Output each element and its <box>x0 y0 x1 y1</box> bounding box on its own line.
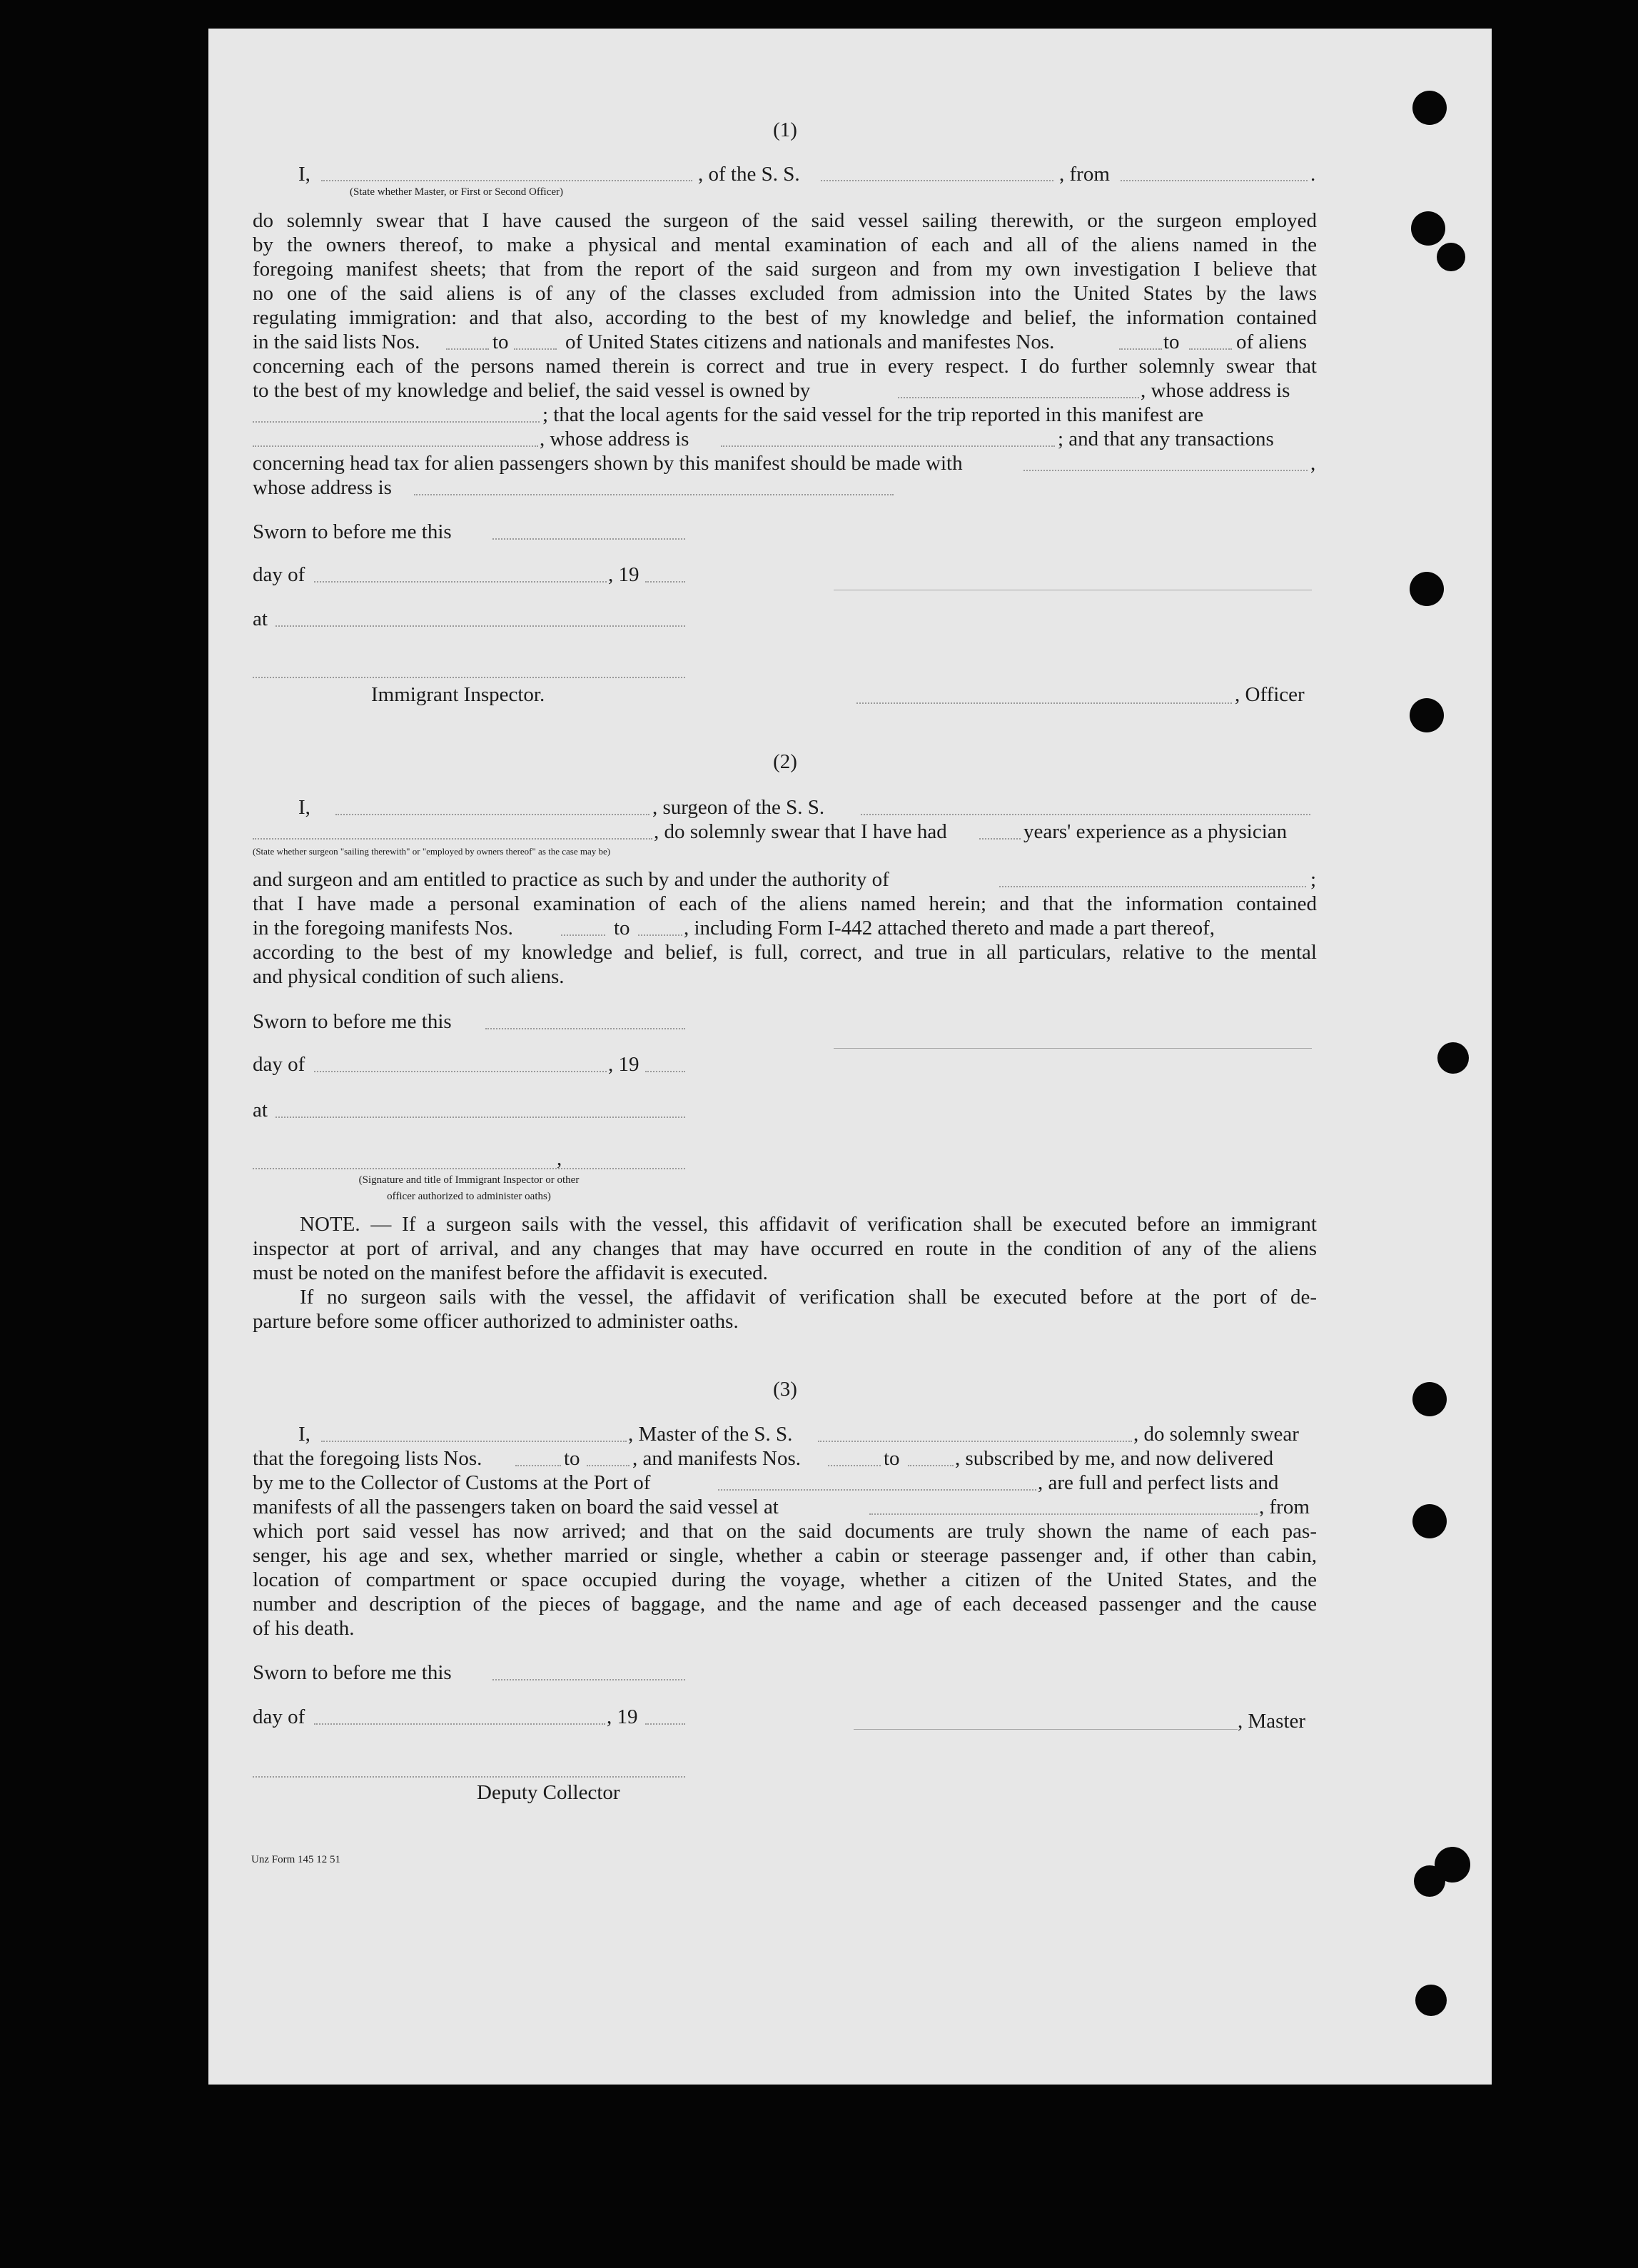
binder-hole <box>1414 1865 1445 1897</box>
s2-month-field[interactable] <box>314 1071 607 1072</box>
s1-paragraph-line: foregoing manifest sheets; that from the report of the said surgeon and from my own investigation I believe that <box>253 258 1317 281</box>
s3-port-field[interactable] <box>718 1489 1036 1491</box>
s1-paragraph-line: do solemnly swear that I have caused the surgeon of the said vessel sailing therewith, or the surgeon employed <box>253 209 1317 232</box>
oath-1-period: . <box>1310 163 1316 186</box>
s1-paragraph-line: by the owners thereof, to make a physical and mental examination of each and all of the aliens named in the <box>253 233 1317 256</box>
oath-2-ss-label: , surgeon of the S. S. <box>652 796 825 819</box>
head-tax-field[interactable] <box>1023 470 1308 471</box>
s2-paragraph-line: that I have made a personal examination of each of the aliens named herein; and that the information contained <box>253 892 1317 915</box>
s3-sworn-day-field[interactable] <box>492 1679 685 1680</box>
s1-agent-address-label: , whose address is <box>540 428 689 450</box>
oath-1-from-label: , from <box>1059 163 1110 186</box>
s3-manifests-from-field[interactable] <box>828 1465 881 1466</box>
s3-embark-port-field[interactable] <box>869 1513 1258 1515</box>
s2-sworn-day-field[interactable] <box>485 1028 685 1029</box>
s3-month-field[interactable] <box>314 1723 605 1725</box>
s2-authority-label: and surgeon and am entitled to practice as such by and under the authority of <box>253 868 889 891</box>
oath-1-i: I, <box>298 163 310 186</box>
s1-month-field[interactable] <box>314 581 607 583</box>
s3-paragraph-last: of his death. <box>253 1617 355 1640</box>
lists-from-field[interactable] <box>446 348 489 350</box>
binder-hole <box>1411 211 1445 246</box>
s1-year-field[interactable] <box>645 581 685 583</box>
form-number: Unz Form 145 12 51 <box>251 1854 340 1865</box>
s1-inspector-label: Immigrant Inspector. <box>371 683 545 706</box>
s3-paragraph-line: which port said vessel has now arrived; and that on the said documents are truly shown the name of each pas- <box>253 1520 1317 1543</box>
s3-deputy-label: Deputy Collector <box>477 1781 620 1804</box>
s2-note-line: inspector at port of arrival, and any changes that may have occurred en route in the condition of any of the aliens <box>253 1237 1317 1260</box>
s3-from-label: , from <box>1259 1496 1310 1518</box>
surgeon-note: (State whether surgeon "sailing therewith" or "employed by owners thereof" as the case may be) <box>253 846 611 857</box>
s2-form-label: , including Form I-442 attached thereto and made a part thereof, <box>684 917 1215 939</box>
oath-2-physician-label: years' experience as a physician <box>1023 820 1288 843</box>
s1-owned-label: to the best of my knowledge and belief, the said vessel is owned by <box>253 379 811 402</box>
s1-head-tax-label: concerning head tax for alien passengers shown by this manifest should be made with <box>253 452 963 475</box>
surgeon-name-field[interactable] <box>335 814 649 815</box>
s2-paragraph-last: and physical condition of such aliens. <box>253 965 565 988</box>
section-2-number: (2) <box>773 750 797 773</box>
s3-year-label: , 19 <box>607 1705 638 1728</box>
vessel-name-field[interactable] <box>821 180 1053 181</box>
s2-signature-note-2: officer authorized to administer oaths) <box>387 1191 551 1202</box>
from-port-field[interactable] <box>1121 180 1308 181</box>
agent-address-field[interactable] <box>721 445 1055 447</box>
s1-manifests-label: of United States citizens and nationals and manifestes Nos. <box>565 331 1055 353</box>
s2-at-field[interactable] <box>275 1117 685 1118</box>
officer-note: (State whether Master, or First or Second Officer) <box>350 186 564 198</box>
s1-sworn-day-field[interactable] <box>492 538 685 540</box>
s2-manifests-to-field[interactable] <box>638 934 682 936</box>
manifests-from-field[interactable] <box>1119 348 1162 350</box>
s1-year-label: , 19 <box>608 563 639 586</box>
s1-owner-address-label: , whose address is <box>1141 379 1290 402</box>
s1-officer-label: , Officer <box>1235 683 1305 706</box>
binder-hole <box>1412 1504 1447 1538</box>
s2-semicolon: ; <box>1310 868 1317 891</box>
s3-lists-from-field[interactable] <box>515 1465 561 1466</box>
s1-transactions-label: ; and that any transactions <box>1058 428 1274 450</box>
owner-address-field[interactable] <box>253 421 540 423</box>
manifests-to-field[interactable] <box>1189 348 1232 350</box>
s1-paragraph-line: no one of the said aliens is of any of the classes excluded from admission into the United States by the laws <box>253 282 1317 305</box>
master-name-field[interactable] <box>321 1441 627 1442</box>
s3-lists-complete-label: , are full and perfect lists and <box>1038 1471 1279 1494</box>
s2-vessel-field[interactable] <box>861 814 1310 815</box>
s1-paragraph-line: regulating immigration: and that also, according to the best of my knowledge and belief, the information contained <box>253 306 1317 329</box>
binder-hole <box>1415 1985 1447 2016</box>
s1-paragraph-line: concerning each of the persons named therein is correct and true in every respect. I do further solemnly swear that <box>253 355 1317 378</box>
s3-year-field[interactable] <box>645 1723 685 1725</box>
s3-master-signature-line[interactable] <box>854 1729 1238 1730</box>
oath-3-ss-label: , Master of the S. S. <box>628 1423 793 1446</box>
oath-3-swear-label: , do solemnly swear <box>1133 1423 1299 1446</box>
s3-paragraph-line: number and description of the pieces of baggage, and the name and age of each deceased passenger and the cause <box>253 1593 1317 1616</box>
s2-signature-note-1: (Signature and title of Immigrant Inspector or other <box>358 1174 580 1186</box>
s2-inspector-signature-line[interactable] <box>253 1168 685 1169</box>
s1-inspector-signature-line[interactable] <box>253 677 685 678</box>
oath-1-ss-label: , of the S. S. <box>698 163 800 186</box>
s2-year-field[interactable] <box>645 1071 685 1072</box>
head-tax-address-field[interactable] <box>414 494 894 495</box>
s3-port-label: by me to the Collector of Customs at the Port of <box>253 1471 651 1494</box>
s2-day-of-label: day of <box>253 1053 305 1076</box>
s3-master-label: , Master <box>1238 1710 1306 1733</box>
surgeon-status-field[interactable] <box>253 838 652 840</box>
s2-signature-comma: , <box>557 1147 562 1170</box>
binder-hole <box>1410 572 1444 606</box>
s3-sworn-label: Sworn to before me this <box>253 1661 452 1684</box>
oath-3-i: I, <box>298 1423 310 1446</box>
s3-lists-to-field[interactable] <box>587 1465 630 1466</box>
binder-hole <box>1412 91 1447 125</box>
oath-2-experience-label: , do solemnly swear that I have had <box>654 820 947 843</box>
s3-lists-label: that the foregoing lists Nos. <box>253 1447 482 1470</box>
s1-comma: , <box>1310 452 1316 475</box>
s2-year-label: , 19 <box>608 1053 639 1076</box>
s3-day-of-label: day of <box>253 1705 305 1728</box>
s1-day-of-label: day of <box>253 563 305 586</box>
s3-taken-on-label: manifests of all the passengers taken on board the said vessel at <box>253 1496 779 1518</box>
s2-manifests-from-field[interactable] <box>561 934 605 936</box>
s2-paragraph-line: according to the best of my knowledge and belief, is full, correct, and true in all particulars, relative to the mental <box>253 941 1317 964</box>
s2-manifests-label: in the foregoing manifests Nos. <box>253 917 513 939</box>
s3-manifests-label: , and manifests Nos. <box>632 1447 801 1470</box>
s1-aliens-label: of aliens <box>1236 331 1308 353</box>
authority-field[interactable] <box>999 886 1306 887</box>
s2-surgeon-signature-line[interactable] <box>834 1048 1312 1049</box>
s1-to-label: to <box>1163 331 1180 353</box>
officer-name-field[interactable] <box>321 180 692 181</box>
s3-vessel-field[interactable] <box>818 1441 1132 1442</box>
binder-hole <box>1437 243 1465 271</box>
s3-deputy-signature-line[interactable] <box>253 1776 685 1778</box>
section-3-number: (3) <box>773 1378 797 1401</box>
s2-note-line: NOTE. — If a surgeon sails with the vessel, this affidavit of verification shall be executed before an immigrant <box>300 1213 1317 1236</box>
s2-at-label: at <box>253 1099 268 1122</box>
binder-hole <box>1410 698 1444 732</box>
s2-to-label: to <box>614 917 630 939</box>
s3-subscribed-label: , subscribed by me, and now delivered <box>955 1447 1274 1470</box>
s2-note-line: parture before some officer authorized to administer oaths. <box>253 1310 739 1333</box>
s3-paragraph-line: senger, his age and sex, whether married or single, whether a cabin or steerage passenger and, if other than cabin, <box>253 1544 1317 1567</box>
s1-to-label: to <box>492 331 509 353</box>
s2-sworn-label: Sworn to before me this <box>253 1010 452 1033</box>
years-field[interactable] <box>979 838 1021 840</box>
s2-note-line: must be noted on the manifest before the affidavit is executed. <box>253 1261 768 1284</box>
s3-to-label: to <box>884 1447 900 1470</box>
s1-officer-name-field[interactable] <box>856 702 1232 704</box>
lists-to-field[interactable] <box>514 348 557 350</box>
s3-manifests-to-field[interactable] <box>908 1465 954 1466</box>
binder-hole <box>1437 1042 1469 1074</box>
s1-sworn-label: Sworn to before me this <box>253 520 452 543</box>
owner-field[interactable] <box>898 397 1139 398</box>
s1-whose-address-label: whose address is <box>253 476 392 499</box>
s1-lists-label: in the said lists Nos. <box>253 331 420 353</box>
s1-at-field[interactable] <box>275 625 685 627</box>
s1-at-label: at <box>253 608 268 630</box>
s3-to-label: to <box>564 1447 580 1470</box>
section-1-number: (1) <box>773 119 797 141</box>
binder-hole <box>1412 1382 1447 1416</box>
s3-paragraph-line: location of compartment or space occupied during the voyage, whether a citizen of the United States, and the <box>253 1568 1317 1591</box>
s2-note-line: If no surgeon sails with the vessel, the affidavit of verification shall be executed before at the port of de- <box>300 1286 1317 1309</box>
s1-agents-label: ; that the local agents for the said vessel for the trip reported in this manifest are <box>542 403 1204 426</box>
oath-2-i: I, <box>298 796 310 819</box>
agents-field[interactable] <box>253 445 538 447</box>
